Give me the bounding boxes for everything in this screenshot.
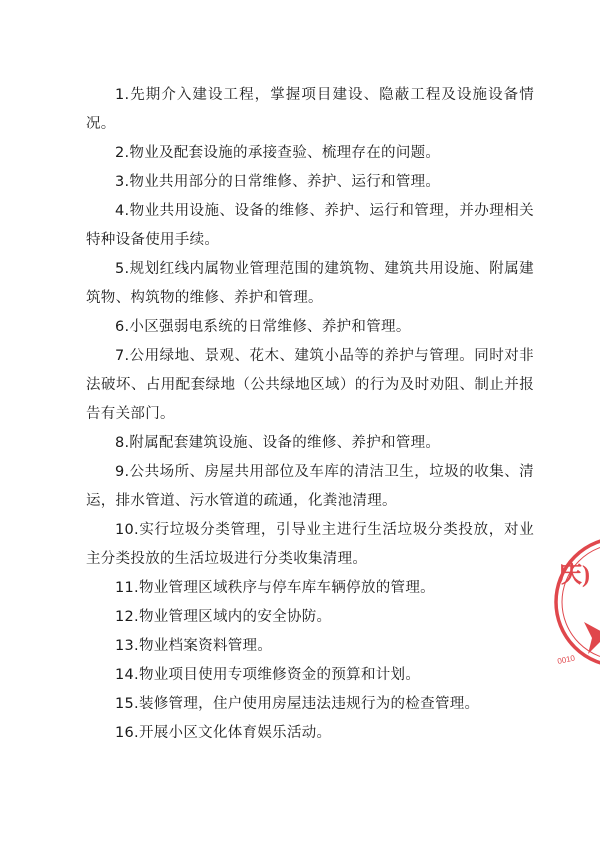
list-item: 5.规划红线内属物业管理范围的建筑物、建筑共用设施、附属建筑物、构筑物的维修、养护和管理。 xyxy=(86,261,534,306)
list-item: 14.物业项目使用专项维修资金的预算和计划。 xyxy=(115,667,421,683)
list-item: 16.开展小区文化体育娱乐活动。 xyxy=(115,725,332,741)
seal-text: 庆) xyxy=(558,562,590,588)
list-item: 9.公共场所、房屋共用部位及车库的清洁卫生，垃圾的收集、清运，排水管道、污水管道的疏通，化粪池清理。 xyxy=(86,464,534,509)
red-seal-stamp xyxy=(548,530,600,680)
list-item: 6.小区强弱电系统的日常维修、养护和管理。 xyxy=(115,319,411,335)
list-item: 1.先期介入建设工程，掌握项目建设、隐蔽工程及设施设备情况。 xyxy=(86,87,534,132)
list-item: 7.公用绿地、景观、花木、建筑小品等的养护与管理。同时对非法破坏、占用配套绿地（公共绿地区域）的行为及时劝阻、制止并报告有关部门。 xyxy=(86,348,534,422)
list-item: 13.物业档案资料管理。 xyxy=(115,638,273,654)
list-item: 3.物业共用部分的日常维修、养护、运行和管理。 xyxy=(115,174,441,190)
seal-number: 0010 xyxy=(556,653,576,666)
list-item: 12.物业管理区域内的安全协防。 xyxy=(115,609,332,625)
service-list xyxy=(86,81,534,748)
list-item: 8.附属配套建筑设施、设备的维修、养护和管理。 xyxy=(115,435,441,451)
list-item: 15.装修管理，住户使用房屋违法违规行为的检查管理。 xyxy=(115,696,480,712)
list-item: 10.实行垃圾分类管理，引导业主进行生活垃圾分类投放，对业主分类投放的生活垃圾进行分类收集清理。 xyxy=(86,522,534,567)
list-item: 11.物业管理区域秩序与停车库车辆停放的管理。 xyxy=(115,580,435,596)
list-item: 2.物业及配套设施的承接查验、梳理存在的问题。 xyxy=(115,145,441,161)
list-item: 4.物业共用设施、设备的维修、养护、运行和管理，并办理相关特种设备使用手续。 xyxy=(86,203,534,248)
